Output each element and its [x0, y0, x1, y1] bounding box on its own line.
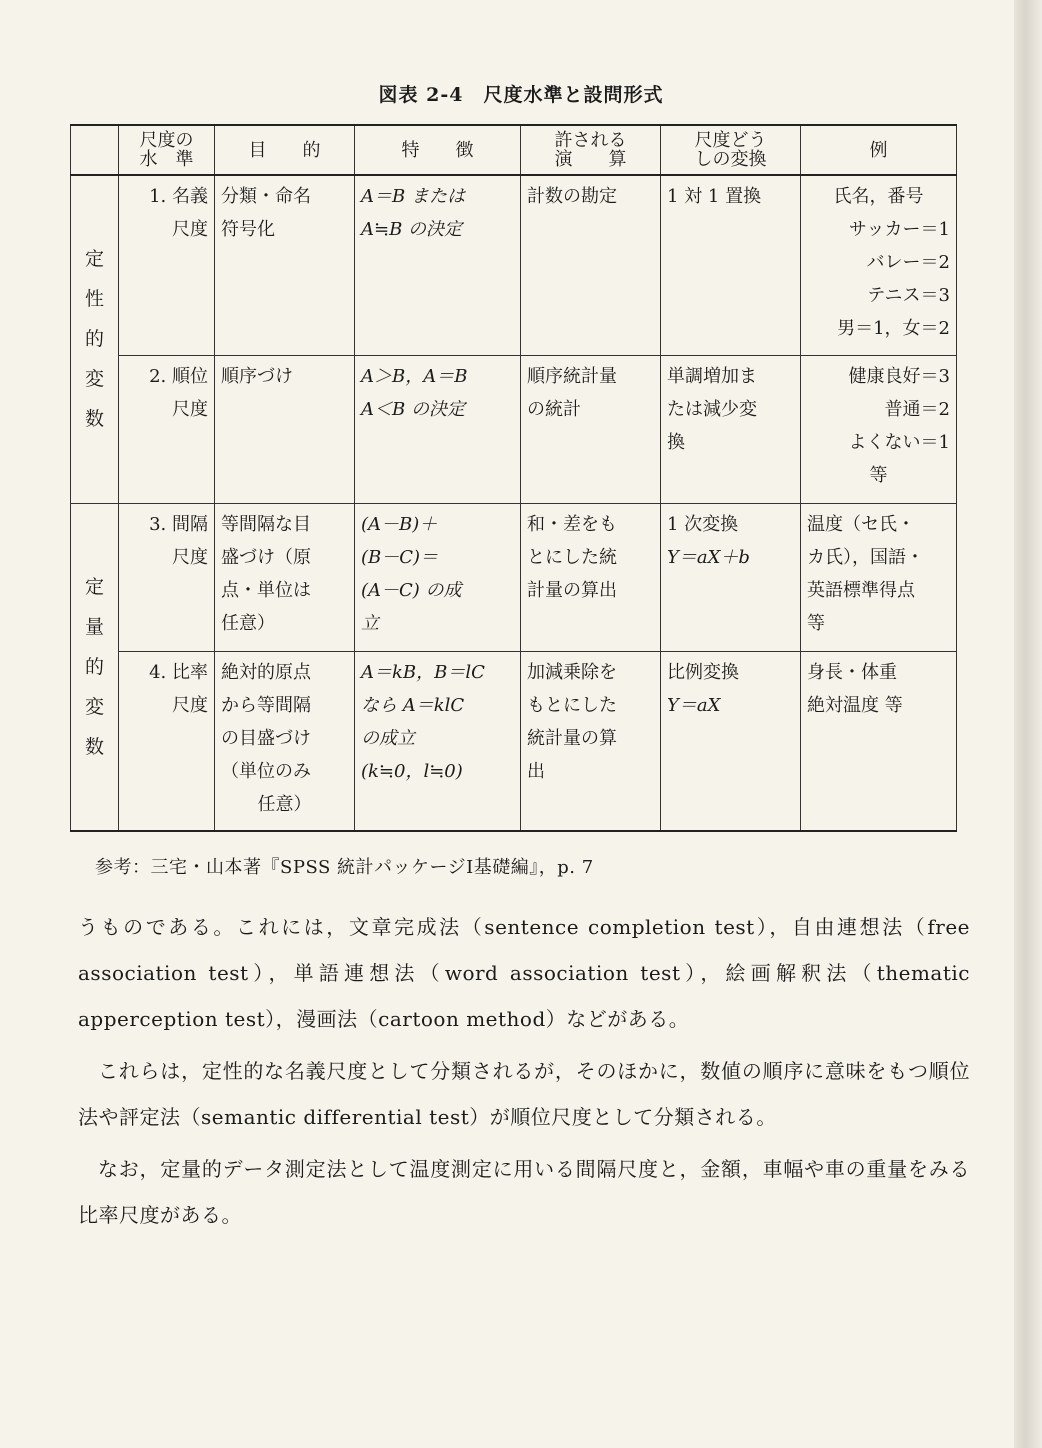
header-blank [71, 125, 119, 175]
level-cell: 3. 間隔 尺度 [119, 503, 215, 651]
header-feature: 特 徴 [355, 125, 521, 175]
paragraph: これらは，定性的な名義尺度として分類されるが，そのほかに，数値の順序に意味をもつ順位法や評定法（semantic differential test）が順位尺度として分類される。 [78, 1059, 970, 1129]
table-row [71, 175, 957, 355]
group-label-quantitative: 定 量 的 変 数 [71, 503, 119, 831]
purpose-cell: 分類・命名 符号化 [215, 175, 355, 355]
scale-level-table [70, 124, 957, 832]
ops-cell: 和・差をも とにした統 計量の算出 [521, 503, 661, 651]
header-purpose: 目 的 [215, 125, 355, 175]
example-cell: 氏名，番号 サッカー＝1 バレー＝2 テニス＝3 男＝1，女＝2 [801, 175, 957, 355]
transform-cell: 1 対 1 置換 [661, 175, 801, 355]
example-cell: 温度（セ氏・ カ氏），国語・ 英語標準得点 等 [801, 503, 957, 651]
transform-cell: 比例変換 Y＝aX [661, 651, 801, 831]
page-edge-shadow [1014, 0, 1042, 1448]
transform-cell: 単調増加ま たは減少変 換 [661, 355, 801, 503]
purpose-cell: 絶対的原点 から等間隔 の目盛づけ （単位のみ 任意） [215, 651, 355, 831]
paragraph: なお，定量的データ測定法として温度測定に用いる間隔尺度と，金額，車幅や車の重量をみる比率尺度がある。 [78, 1157, 970, 1227]
reference-note: 参考：三宅・山本著『SPSS 統計パッケージⅠ基礎編』，p. 7 [95, 857, 594, 878]
header-example: 例 [801, 125, 957, 175]
table-header-row [71, 125, 957, 175]
table-row [71, 355, 957, 503]
purpose-cell: 等間隔な目 盛づけ（原 点・単位は 任意） [215, 503, 355, 651]
feature-cell: A＝B または A≒B の決定 [355, 175, 521, 355]
ops-cell: 加減乗除を もとにした 統計量の算 出 [521, 651, 661, 831]
feature-cell: (A－B)＋ (B－C)＝ (A－C) の成 立 [355, 503, 521, 651]
feature-cell: A＞B，A＝B A＜B の決定 [355, 355, 521, 503]
level-cell: 2. 順位 尺度 [119, 355, 215, 503]
example-cell: 健康良好＝3 普通＝2 よくない＝1 等 [801, 355, 957, 503]
body-text [78, 904, 970, 1244]
table-row [71, 503, 957, 651]
table-row [71, 651, 957, 831]
example-cell: 身長・体重 絶対温度 等 [801, 651, 957, 831]
transform-cell: 1 次変換 Y＝aX＋b [661, 503, 801, 651]
feature-cell: A＝kB，B＝lC なら A＝klC の成立 (k≒0，l≒0) [355, 651, 521, 831]
purpose-cell: 順序づけ [215, 355, 355, 503]
header-level: 尺度の 水 準 [119, 125, 215, 175]
level-cell: 4. 比率 尺度 [119, 651, 215, 831]
paragraph: うものである。これには，文章完成法（sentence completion test），自由連想法（free association test），単語連想法（word association test），絵画解釈法（thematic apperception test），漫画法（cartoon method）などがある。 [78, 915, 970, 1031]
header-ops: 許される 演 算 [521, 125, 661, 175]
header-transform: 尺度どう しの変換 [661, 125, 801, 175]
level-cell: 1. 名義 尺度 [119, 175, 215, 355]
ops-cell: 順序統計量 の統計 [521, 355, 661, 503]
group-label-qualitative: 定 性 的 変 数 [71, 175, 119, 503]
ops-cell: 計数の勘定 [521, 175, 661, 355]
figure-caption: 図表 2-4 尺度水準と設問形式 [378, 84, 664, 106]
